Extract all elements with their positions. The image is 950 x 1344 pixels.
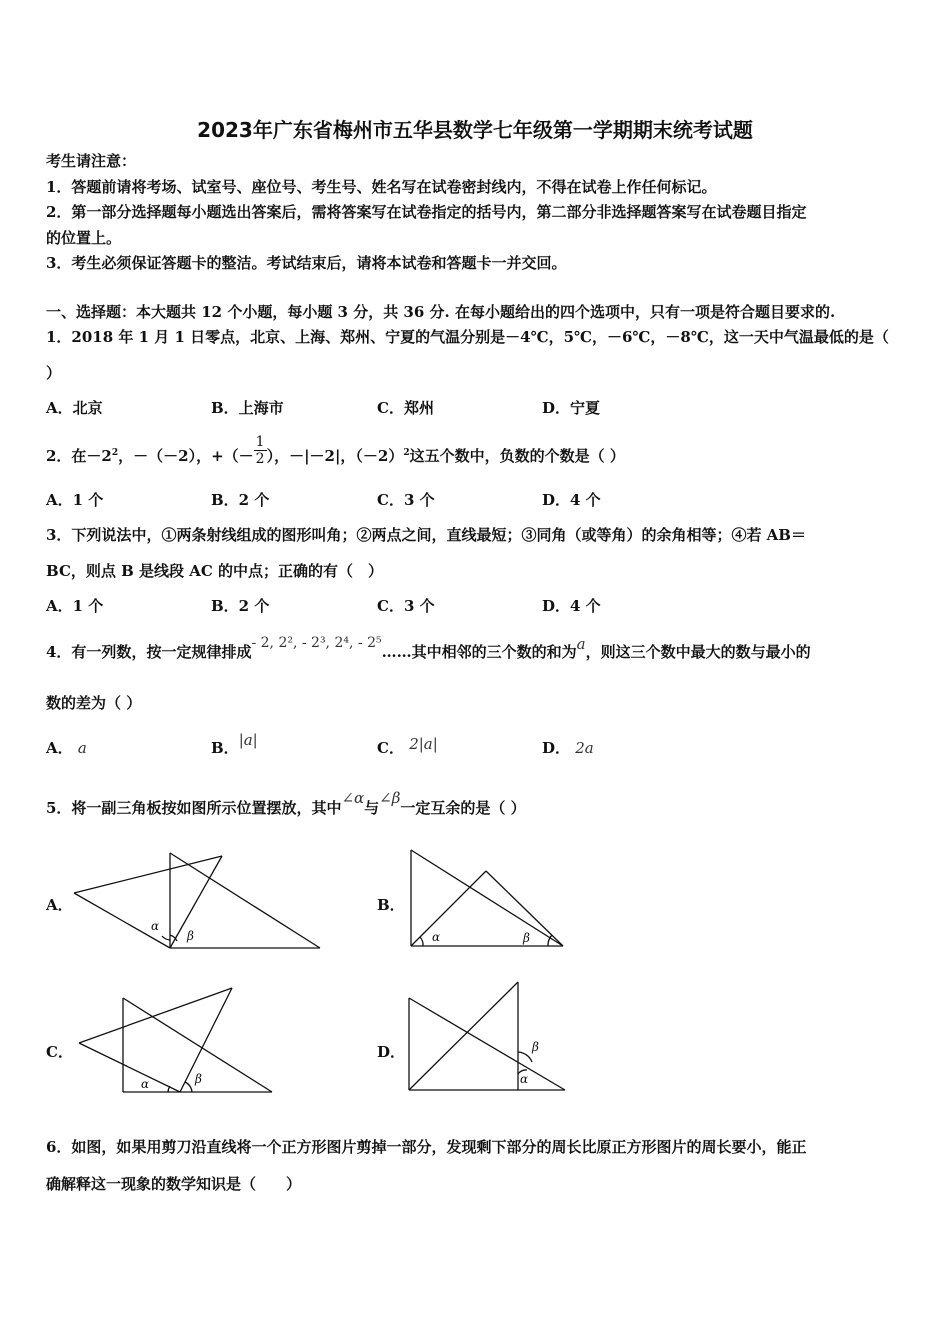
q4-option-c-math: 2|a| [409,735,438,753]
fig-d-alpha-label: α [520,1072,529,1086]
q3-option-a: A．1 个 [46,597,104,615]
fig-a-alpha-label: α [151,919,160,933]
fig-d-beta-label: β [532,1040,539,1054]
q3-option-d: D．4 个 [542,597,601,615]
q5-option-c: C． [46,1043,73,1061]
fig-a-beta-label: β [187,929,194,943]
q3-stem: 3．下列说法中，①两条射线组成的图形叫角；②两点之间，直线最短；③同角（或等角）的余角相等；④若 AB＝ [46,526,806,544]
q1-option-d: D．宁夏 [542,399,601,417]
q5-text-2: 与 [364,799,380,817]
q3-option-c: C．3 个 [377,597,435,615]
q5-text-3: 一定互余的是（ ） [400,799,526,817]
q4-text-1: 4．有一列数，按一定规律排成 [46,643,252,661]
q5-option-a: A． [46,896,73,914]
q2-text-3: ），－|－2|，（－2） [266,447,404,465]
q4-option-c-label: C． [377,739,404,757]
q2-sup-1: 2 [111,448,119,458]
q2-option-d: D．4 个 [542,491,601,509]
q2-option-b: B．2 个 [211,491,270,509]
fig-b-alpha-label: α [432,930,441,944]
fig-c-alpha-label: α [141,1077,150,1091]
notice-item-3: 3．考生必须保证答题卡的整洁。考试结束后，请将本试卷和答题卡一并交回。 [46,254,567,272]
q2-option-a: A．1 个 [46,491,104,509]
q5-alpha: ∠α [341,789,365,807]
notice-item-2: 2．第一部分选择题每小题选出答案后，需将答案写在试卷指定的括号内，第二部分非选择题答案写在试卷题目指定 [46,203,807,221]
q4-text-3: ，则这三个数中最大的数与最小的 [585,643,811,661]
q2-text-4: 这五个数中，负数的个数是（ ） [409,447,625,465]
fig-d-beta-arc [518,1052,532,1062]
q2-frac-num: 1 [255,433,265,450]
q2-frac-den: 2 [255,450,265,467]
q4-text-2: ……其中相邻的三个数的和为 [381,643,577,661]
fig-d-edge [409,982,518,1090]
q5-beta: ∠β [379,789,401,807]
q2-sup-2: 2 [403,448,410,458]
q2-text-1: 2．在－2 [46,447,112,465]
q4-sequence: - 2, 2², - 2³, 2⁴, - 2⁵ [251,635,382,651]
fig-b-beta-label: β [523,931,530,945]
fig-d-edge [409,998,565,1090]
q5-text-1: 5．将一副三角板按如图所示位置摆放，其中 [46,799,342,817]
section-heading: 一、选择题：本大题共 12 个小题，每小题 3 分，共 36 分. 在每小题给出的四个选项中，只有一项是符合题目要求的. [46,303,836,321]
fig-c-beta-label: β [195,1072,202,1086]
page-title: 2023年广东省梅州市五华县数学七年级第一学期期末统考试题 [197,118,753,142]
q6-stem-cont: 确解释这一现象的数学知识是（ ） [46,1175,302,1193]
q1-option-b: B．上海市 [211,399,284,417]
q4-option-d-label: D． [542,739,571,757]
notice-heading: 考生请注意： [46,152,137,170]
q3-option-b: B．2 个 [211,597,270,615]
q4-option-d-math: 2a [575,739,594,757]
q2-option-c: C．3 个 [377,491,435,509]
q3-stem-cont: BC，则点 B 是线段 AC 的中点；正确的有（ ） [46,562,384,580]
q5-option-d: D． [377,1043,406,1061]
q4-option-a-math: a [77,739,87,757]
notice-item-2-cont: 的位置上。 [46,229,122,247]
q1-option-c: C．郑州 [377,399,434,417]
q6-stem: 6．如图，如果用剪刀沿直线将一个正方形图片剪掉一部分，发现剩下部分的周长比原正方形图片的周长要小，能正 [46,1138,807,1156]
q2-text-2: ，－（－2），+（－ [118,447,254,465]
q4-var-a: a [576,635,586,653]
q5-option-b: B． [377,896,405,914]
notice-item-1: 1．答题前请将考场、试室号、座位号、考生号、姓名写在试卷密封线内，不得在试卷上作任何标记。 [46,178,717,196]
q4-option-b-math: |a| [238,731,258,749]
q1-stem: 1．2018 年 1 月 1 日零点，北京、上海、郑州、宁夏的气温分别是－4℃，5℃，－6℃，－8℃，这一天中气温最低的是（ [46,328,889,346]
q4-stem-cont: 数的差为（ ） [46,694,142,712]
q4-option-a-label: A． [46,739,73,757]
q4-option-b-label: B． [211,739,239,757]
q1-option-a: A．北京 [46,399,103,417]
q1-stem-cont: ） [46,364,62,382]
